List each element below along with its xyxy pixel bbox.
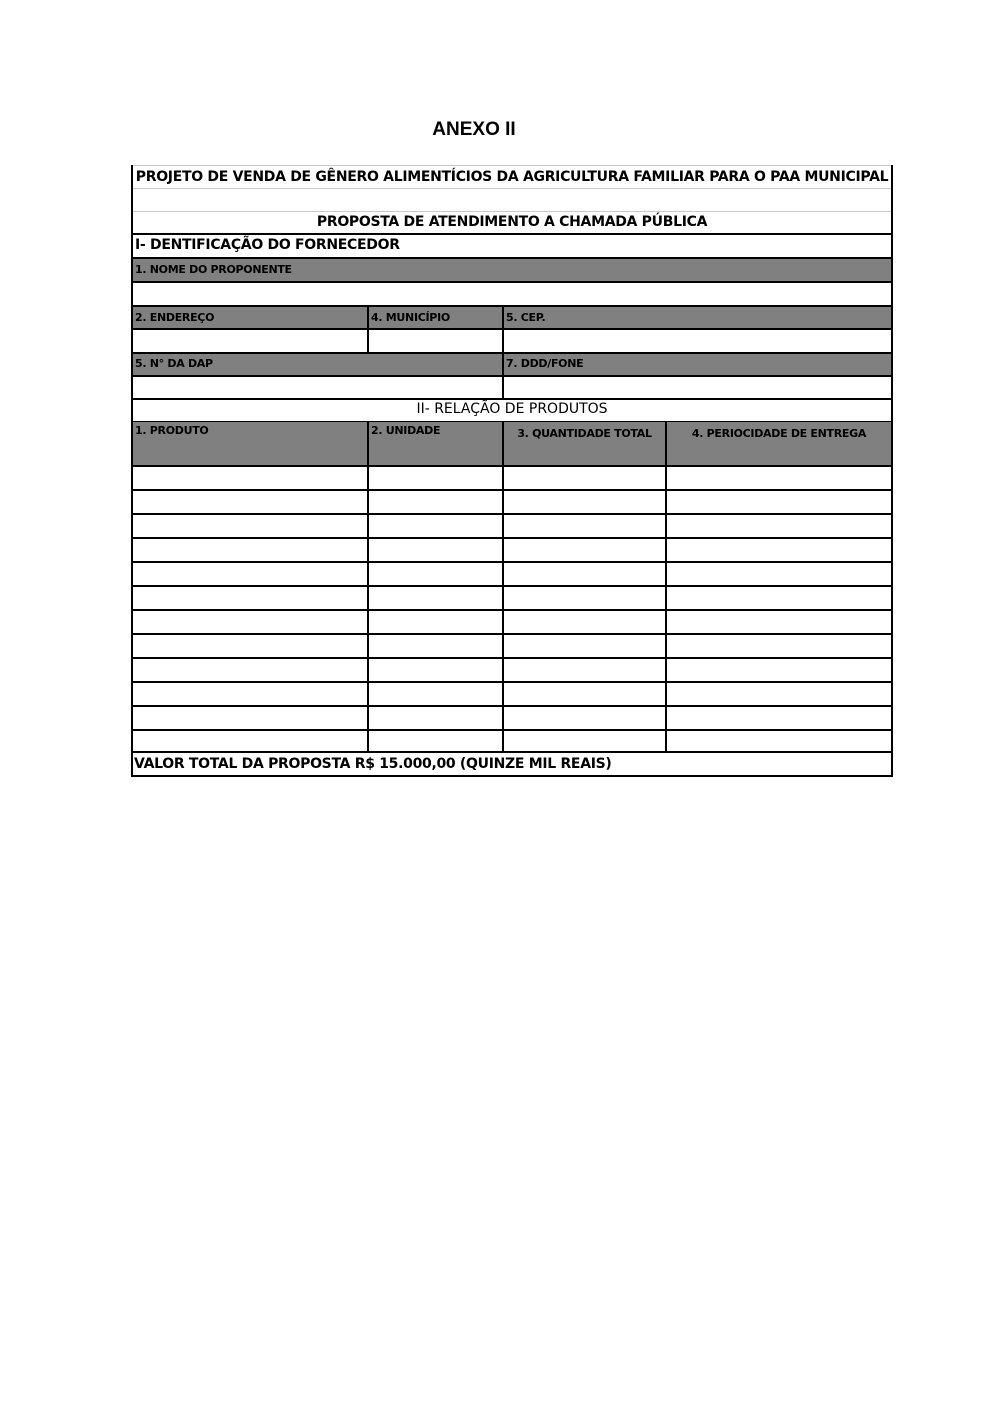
field-cep[interactable] — [504, 330, 891, 352]
column-periodicidade: 4. PERIOCIDADE DE ENTREGA — [691, 427, 867, 440]
field-endereco[interactable] — [133, 330, 367, 352]
field-dap[interactable] — [133, 377, 502, 398]
column-produto: 1. PRODUTO — [135, 424, 209, 437]
form-header-line1: PROJETO DE VENDA DE GÊNERO ALIMENTÍCIOS DA AGRICULTURA FAMILIAR PARA O PAA MUNICIPAL — [135, 169, 889, 185]
field-fone[interactable] — [504, 377, 891, 398]
column-quantidade: 3. QUANTIDADE TOTAL — [517, 427, 652, 440]
form-header-line2: PROPOSTA DE ATENDIMENTO A CHAMADA PÚBLICA — [316, 214, 708, 230]
label-municipio: 4. MUNICÍPIO — [371, 311, 450, 324]
label-nome: 1. NOME DO PROPONENTE — [135, 263, 292, 276]
section-products: II- RELAÇÃO DE PRODUTOS — [416, 401, 608, 417]
section-identification: I- DENTIFICAÇÃO DO FORNECEDOR — [135, 237, 400, 253]
label-endereco: 2. ENDEREÇO — [135, 311, 215, 324]
label-dap: 5. N° DA DAP — [135, 357, 213, 370]
label-fone: 7. DDD/FONE — [506, 357, 584, 370]
proposal-form — [131, 165, 893, 777]
label-cep: 5. CEP. — [506, 311, 546, 324]
column-unidade: 2. UNIDADE — [371, 424, 441, 437]
field-nome[interactable] — [133, 283, 891, 305]
field-municipio[interactable] — [369, 330, 502, 352]
document-title: ANEXO II — [432, 119, 516, 140]
proposal-total: VALOR TOTAL DA PROPOSTA R$ 15.000,00 (QUINZE MIL REAIS) — [134, 756, 612, 772]
